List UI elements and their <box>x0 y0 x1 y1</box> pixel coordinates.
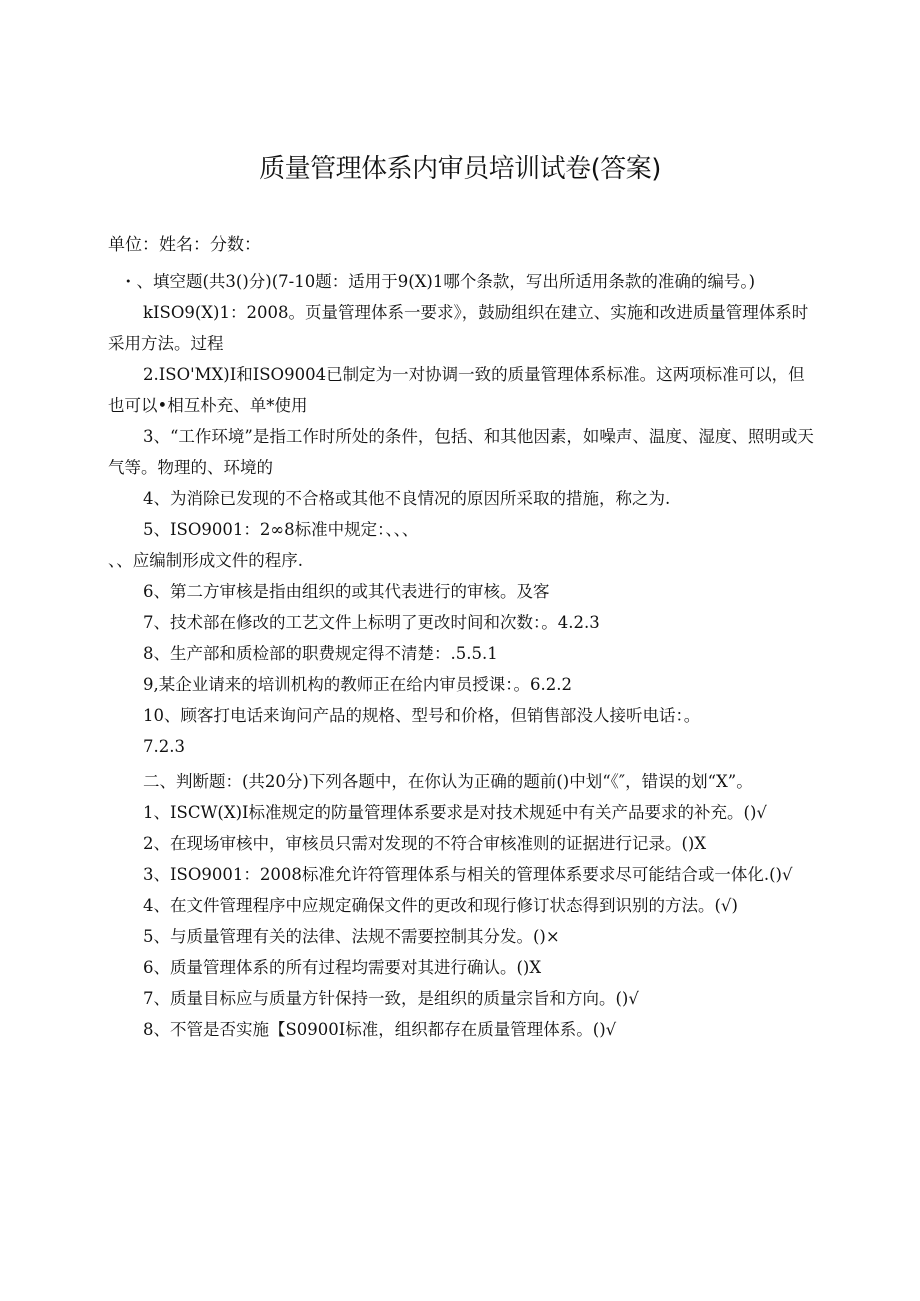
fill-blank-item-6: 6、第二方审核是指由组织的或其代表进行的审核。及客 <box>143 582 550 601</box>
true-false-item-1: 1、ISCW(X)I标准规定的防量管理体系要求是对技术规延中有关产品要求的补充。()√ <box>143 803 767 822</box>
true-false-item-7: 7、质量目标应与质量方针保持一致，是组织的质量宗旨和方向。()√ <box>143 989 639 1008</box>
section1-heading: ・、填空题(共3()分)(7-10题：适用于9(X)1哪个条款，写出所适用条款的准确的编号。) <box>120 272 756 291</box>
fill-blank-item-5-cont: 、、应编制形成文件的程序. <box>108 551 303 570</box>
fill-blank-item-9: 9,某企业请来的培训机构的教师正在给内审员授课：。6.2.2 <box>143 675 572 694</box>
true-false-item-6: 6、质量管理体系的所有过程均需要对其进行确认。()X <box>143 958 542 977</box>
fill-blank-item-3: 3、“工作环境”是指工作时所处的条件，包括、和其他因素，如噪声、温度、湿度、照明或天气等。物理的、环境的 <box>108 427 814 477</box>
true-false-item-5: 5、与质量管理有关的法律、法规不需要控制其分发。()× <box>143 927 560 946</box>
fill-blank-item-7: 7、技术部在修改的工艺文件上标明了更改时间和次数：。4.2.3 <box>143 613 600 632</box>
fill-blank-item-10-answer: 7.2.3 <box>143 737 185 756</box>
section2-heading: 二、判断题：(共20分)下列各题中，在你认为正确的题前()中划“《″，错误的划“X”。 <box>143 772 753 791</box>
fill-blank-item-1: kISO9(X)1：2008。页量管理体系一要求》，鼓励组织在建立、实施和改进质量管理体系时采用方法。过程 <box>108 303 809 353</box>
true-false-item-8: 8、不管是否实施【S0900I标准，组织都存在质量管理体系。()√ <box>143 1020 617 1039</box>
fill-blank-item-2: 2.ISO'MX)I和ISO9004已制定为一对协调一致的质量管理体系标准。这两项标准可以，但也可以•相互朴充、单*使用 <box>108 365 805 415</box>
fill-blank-item-10: 10、顾客打电话来询问产品的规格、型号和价格，但销售部没人接听电话：。 <box>143 706 701 725</box>
true-false-item-4: 4、在文件管理程序中应规定确保文件的更改和现行修订状态得到识别的方法。(√) <box>143 896 738 915</box>
page-title: 质量管理体系内审员培训试卷(答案) <box>259 154 661 184</box>
fill-blank-item-4: 4、为消除已发现的不合格或其他不良情况的原因所采取的措施，称之为. <box>143 489 671 508</box>
fill-blank-item-5: 5、ISO9001：2∞8标准中规定：、、、 <box>143 520 419 539</box>
true-false-item-3: 3、ISO9001：2008标准允许符管理体系与相关的管理体系要求尽可能结合或一体化.()√ <box>143 865 793 884</box>
fill-blank-item-8: 8、生产部和质检部的职费规定得不清楚：.5.5.1 <box>143 644 498 663</box>
exam-body <box>108 266 818 1045</box>
true-false-item-2: 2、在现场审核中，审核员只需对发现的不符合审核准则的证据进行记录。()X <box>143 834 707 853</box>
exam-header-fields: 单位：姓名：分数： <box>108 235 261 255</box>
